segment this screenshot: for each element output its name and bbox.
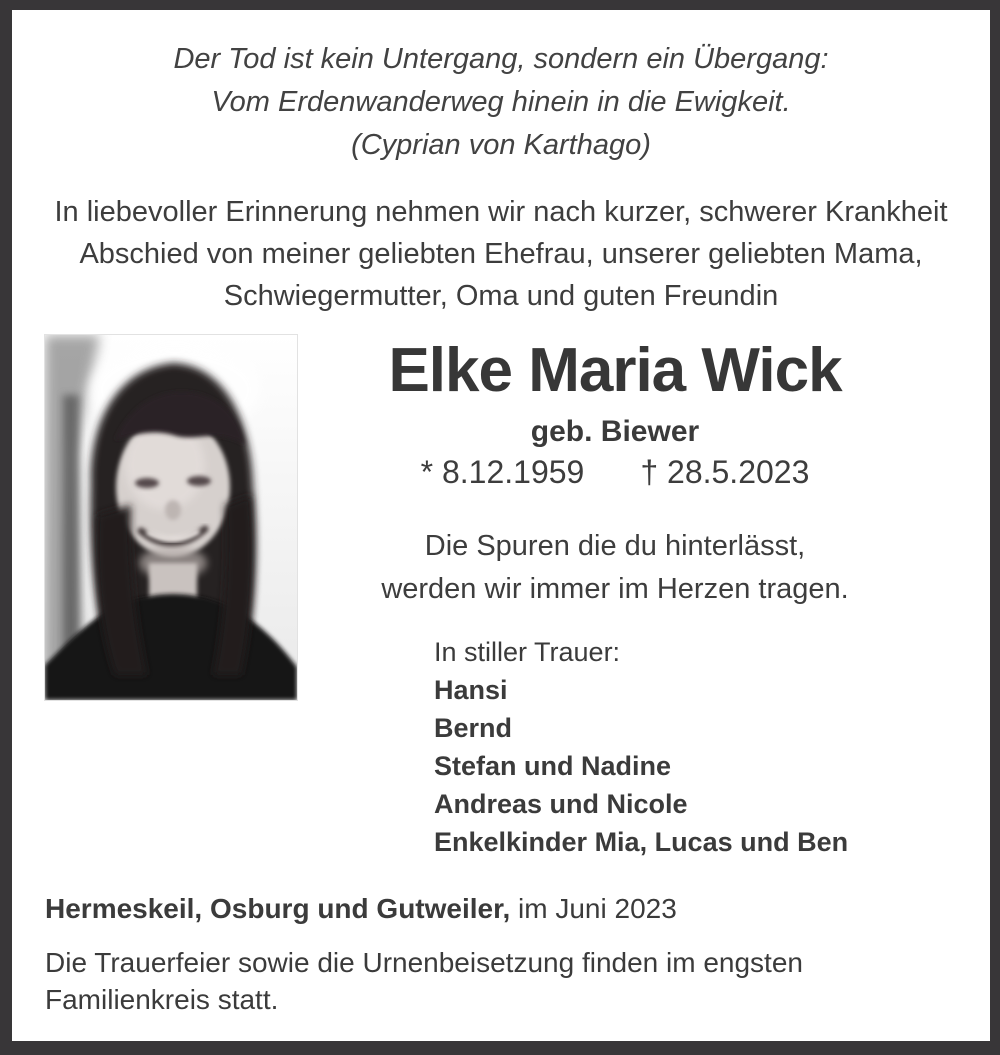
funeral-notice [45, 944, 803, 1018]
mourner-name: Hansi [434, 675, 508, 705]
mourners-block [434, 633, 848, 861]
deceased-name: Elke Maria Wick [388, 336, 842, 405]
mourners-heading: In stiller Trauer: [434, 637, 621, 667]
mourner-name: Andreas und Nicole [434, 789, 688, 819]
intro-paragraph [12, 191, 990, 317]
deceased-block [300, 336, 930, 491]
life-dates [300, 454, 930, 491]
portrait-photo [45, 335, 297, 700]
epitaph-line: Die Spuren die du hinterlässt, [424, 530, 806, 562]
quote-line: Der Tod ist kein Untergang, sondern ein Übergang: [173, 43, 829, 75]
opening-quote [12, 38, 990, 167]
dateline-date: im Juni 2023 [510, 893, 677, 924]
quote-line: Vom Erdenwanderweg hinein in die Ewigkeit. [211, 86, 791, 118]
dateline-places: Hermeskeil, Osburg und Gutweiler, [45, 893, 511, 924]
epitaph [300, 525, 930, 611]
mourner-name: Enkelkinder Mia, Lucas und Ben [434, 827, 849, 857]
dateline [45, 893, 677, 925]
notice-line: Die Trauerfeier sowie die Urnenbeisetzung finden im engsten [45, 947, 803, 978]
intro-line: Schwiegermutter, Oma und guten Freundin [223, 280, 779, 312]
death-date: † 28.5.2023 [640, 454, 810, 490]
quote-attribution: (Cyprian von Karthago) [351, 129, 651, 161]
notice-line: Familienkreis statt. [45, 984, 279, 1015]
birth-date: * 8.12.1959 [420, 454, 585, 490]
mourner-name: Stefan und Nadine [434, 751, 672, 781]
mourner-name: Bernd [434, 713, 513, 743]
obituary-card [12, 10, 990, 1041]
birth-name: geb. Biewer [530, 415, 700, 448]
intro-line: Abschied von meiner geliebten Ehefrau, unserer geliebten Mama, [79, 238, 923, 270]
epitaph-line: werden wir immer im Herzen tragen. [381, 573, 849, 605]
intro-line: In liebevoller Erinnerung nehmen wir nach kurzer, schwerer Krankheit [54, 196, 948, 228]
